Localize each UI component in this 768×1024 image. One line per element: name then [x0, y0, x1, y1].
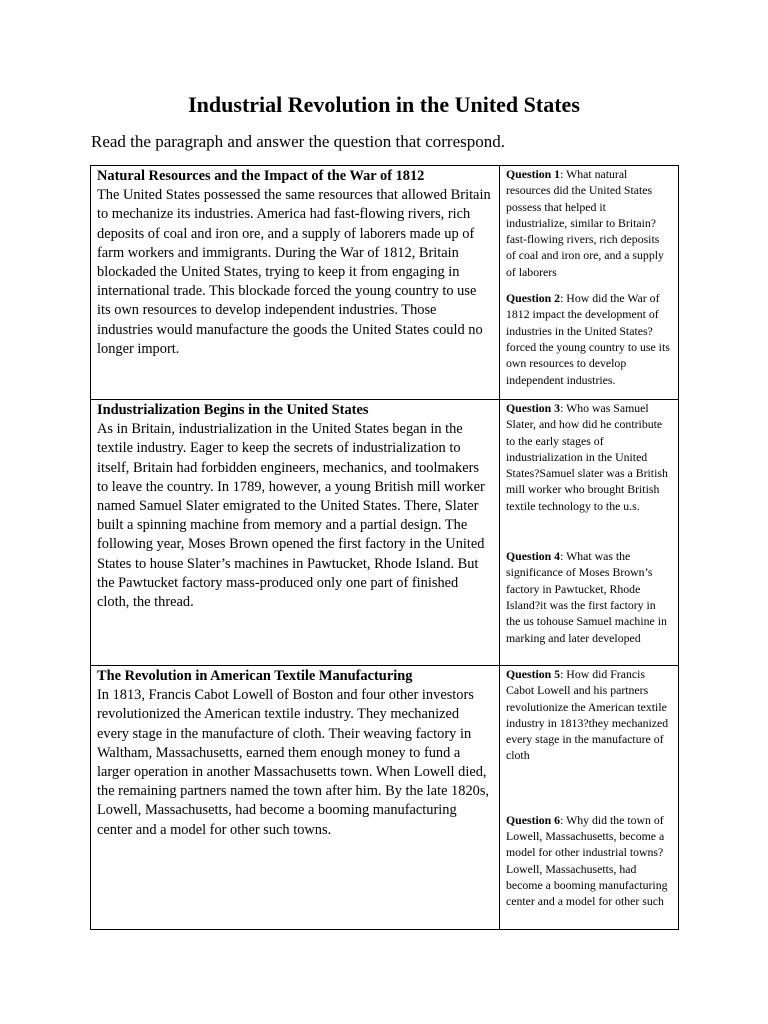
- question-label: Question 5: [506, 667, 561, 681]
- worksheet-table: [90, 165, 679, 930]
- passage-cell: [91, 400, 500, 666]
- question-item: [506, 666, 670, 764]
- question-text: : How did Francis Cabot Lowell and his partners revolutionize the American textile industry in 1813?they mechanized every stage in the manufacture of cloth: [506, 667, 669, 763]
- section-heading: Natural Resources and the Impact of the War of 1812: [97, 168, 425, 184]
- passage-cell: [91, 166, 500, 400]
- question-text: : What natural resources did the United States possess that helped it industrialize, similar to Britain? fast-flowing rivers, rich deposits of coal and iron ore, and a supply of laborers: [506, 167, 664, 279]
- question-item: [506, 548, 670, 646]
- page-title: Industrial Revolution in the United States: [188, 92, 580, 117]
- section-row: [91, 400, 679, 666]
- section-body: In 1813, Francis Cabot Lowell of Boston and four other investors revolutionized the American textile industry. They mechanized every stage in the manufacture of cloth. Their weaving factory in Waltham, Massachusetts, earned them enough money to fund a larger operation in another Massachusetts town. When Lowell died, the remaining partners named the town after him. By the late 1820s, Lowell, Massachusetts, had become a booming manufacturing center and a model for other such towns.: [97, 687, 490, 838]
- section-heading: The Revolution in American Textile Manufacturing: [97, 668, 413, 684]
- question-item: [506, 812, 670, 910]
- section-row: [91, 166, 679, 400]
- question-label: Question 6: [506, 812, 561, 827]
- instructions: Read the paragraph and answer the question that correspond.: [91, 132, 505, 151]
- section-body: The United States possessed the same resources that allowed Britain to mechanize its industries. America had fast-flowing rivers, rich deposits of coal and iron ore, and a supply of laborers made up of farm workers and immigrants. During the War of 1812, Britain blockaded the United States, trying to keep it from engaging in international trade. This blockade forced the young country to use its own resources to develop independent industries. Those industries would manufacture the goods the United States could no longer import.: [97, 187, 491, 357]
- question-text: : How did the War of 1812 impact the development of industries in the United States? forced the young country to use its own resources to develop independent industries.: [506, 291, 670, 387]
- question-label: Question 1: [506, 167, 561, 181]
- section-body: As in Britain, industrialization in the United States began in the textile industry. Eager to keep the secrets of industrialization to itself, Britain had forbidden engineers, mechanics, and toolmakers to leave the country. In 1789, however, a young British mill worker named Samuel Slater emigrated to the United States. There, Slater built a spinning machine from memory and a partial design. The following year, Moses Brown opened the first factory in the United States to house Slater’s machines in Pawtucket, Rhode Island. But the Pawtucket factory mass-produced only one part of finished cloth, the thread.: [97, 421, 485, 611]
- question-label: Question 4: [506, 549, 561, 564]
- question-text: : Why did the town of Lowell, Massachusetts, become a model for other industrial towns? Lowell, Massachusetts, had become a booming manufacturing center and a model for other such: [506, 812, 668, 909]
- question-label: Question 3: [506, 401, 561, 415]
- section-heading: Industrialization Begins in the United States: [97, 402, 369, 418]
- question-label: Question 2: [506, 291, 561, 306]
- question-text: : Who was Samuel Slater, and how did he contribute to the early stages of industrialization in the United States?Samuel slater was a British mill worker who brought British textile technology to the u.s.: [506, 401, 668, 513]
- questions-cell: [500, 400, 679, 666]
- passage-cell: [91, 666, 500, 930]
- question-item: [506, 166, 670, 280]
- questions-cell: [500, 166, 679, 400]
- section-row: [91, 666, 679, 930]
- question-item: [506, 400, 670, 514]
- question-item: [506, 290, 670, 388]
- questions-cell: [500, 666, 679, 930]
- question-text: : What was the significance of Moses Brown’s factory in Pawtucket, Rhode Island?it was the first factory in the us tohouse Samuel machine in marking and later developed: [506, 549, 667, 645]
